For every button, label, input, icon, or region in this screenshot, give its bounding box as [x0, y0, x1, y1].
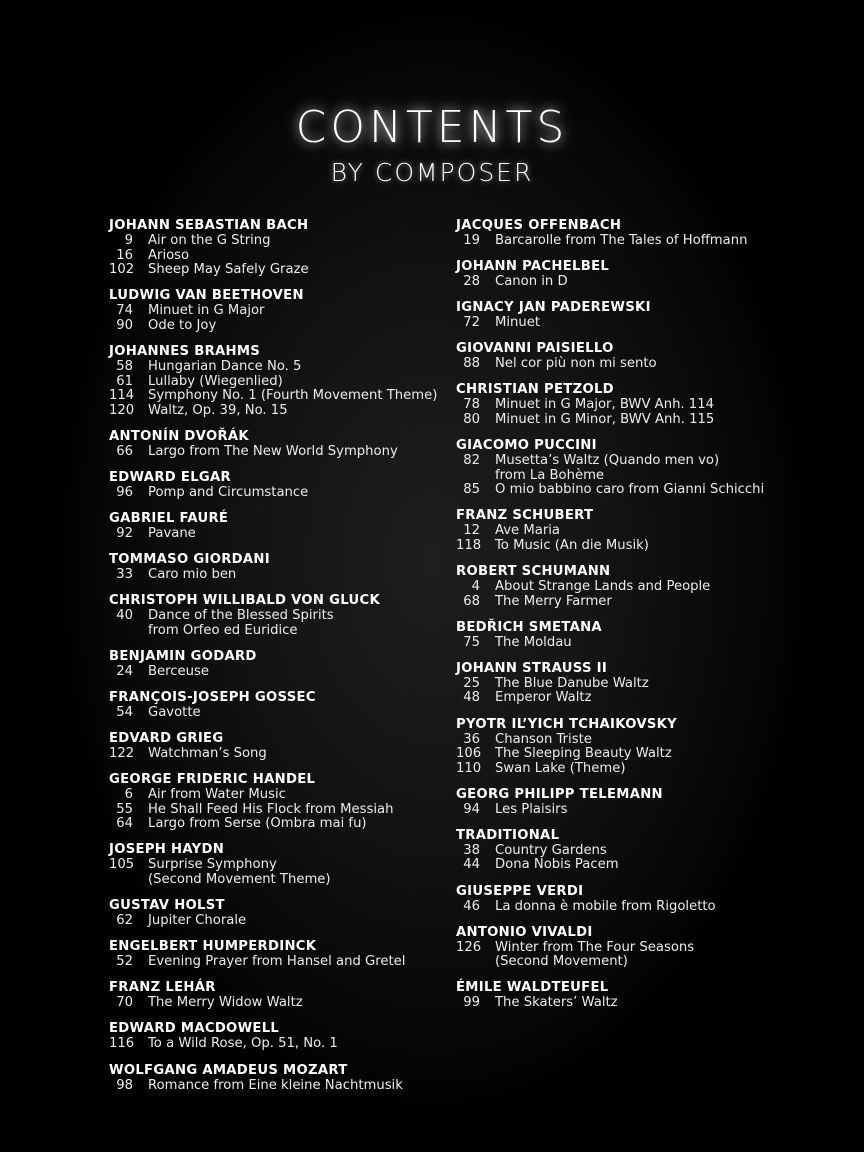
composer-entry: [109, 648, 449, 680]
page-number: 36: [463, 731, 480, 747]
composer-entry: [456, 340, 816, 372]
composer-name: GEORGE FRIDERIC HANDEL: [109, 772, 316, 788]
page-number: 4: [471, 579, 480, 595]
work-title: Chanson Triste: [495, 731, 592, 747]
composer-entry: [456, 217, 816, 249]
page-number: 82: [463, 453, 480, 469]
work-title: About Strange Lands and People: [495, 579, 711, 595]
page-number: 102: [109, 262, 135, 278]
work-row: [109, 1037, 449, 1052]
work-title: Barcarolle from The Tales of Hoffmann: [495, 233, 748, 248]
work-title: Hungarian Dance No. 5: [148, 358, 302, 374]
composer-name: JOSEPH HAYDN: [109, 842, 225, 858]
work-title: Berceuse: [148, 663, 209, 679]
page-number: 74: [116, 303, 133, 319]
page-number: 38: [463, 842, 480, 858]
work-row: [456, 900, 816, 915]
composer-entry: [109, 979, 449, 1011]
work-title: Minuet in G Major, BWV Anh. 114: [495, 397, 714, 413]
page-number: 44: [463, 857, 480, 873]
work-title: Surprise Symphony (Second Movement Theme): [148, 857, 331, 888]
composer-name: BENJAMIN GODARD: [109, 648, 257, 664]
page-number: 19: [463, 233, 480, 248]
page-number: 94: [463, 801, 480, 817]
composer-name: TRADITIONAL: [456, 827, 560, 843]
page-number: 116: [109, 1036, 135, 1052]
work-title: Ave Maria: [495, 523, 560, 539]
work-row: [456, 398, 816, 413]
composer-name: ENGELBERT HUMPERDINCK: [109, 939, 317, 955]
work-title: Winter from The Four Seasons (Second Movement): [495, 939, 695, 970]
page-number: 64: [116, 816, 133, 832]
composer-entry: [456, 619, 816, 651]
composer-name: GUSTAV HOLST: [109, 898, 225, 914]
composer-entry: [109, 938, 449, 970]
work-title: Swan Lake (Theme): [495, 760, 626, 776]
page-number: 78: [463, 397, 480, 413]
work-title: Canon in D: [495, 274, 568, 290]
composer-entry: [456, 786, 816, 818]
work-row: [456, 636, 816, 651]
composer-name: GABRIEL FAURÉ: [109, 511, 229, 527]
composer-entry: [456, 381, 816, 427]
work-row: [456, 762, 816, 777]
work-title: Pomp and Circumstance: [148, 484, 309, 500]
page-number: 105: [109, 857, 135, 873]
composer-name: GIOVANNI PAISIELLO: [456, 341, 614, 357]
work-row: [456, 677, 816, 692]
composer-entry: [456, 563, 816, 609]
work-title: Pavane: [148, 526, 196, 542]
composer-entry: [109, 217, 449, 278]
composer-entry: [109, 469, 449, 501]
composer-entry: [456, 507, 816, 553]
composer-entry: [109, 1062, 449, 1094]
work-row: [109, 955, 449, 970]
page-number: 99: [463, 995, 480, 1011]
composer-name: CHRISTIAN PETZOLD: [456, 382, 614, 398]
composer-entry: [456, 979, 816, 1011]
right-column: [456, 217, 816, 1020]
page-number: 114: [109, 388, 135, 404]
work-row: [109, 527, 449, 542]
page-number: 75: [463, 634, 480, 650]
composer-entry: [109, 1020, 449, 1052]
work-title: Waltz, Op. 39, No. 15: [148, 402, 288, 418]
work-row: [456, 691, 816, 706]
composer-name: PYOTR IL’YICH TCHAIKOVSKY: [456, 716, 678, 732]
work-title: Air from Water Music: [148, 787, 286, 803]
work-row: [109, 609, 449, 638]
composer-entry: [456, 716, 816, 777]
page-number: 80: [463, 411, 480, 427]
page-number: 46: [463, 898, 480, 914]
composer-name: JOHANN SEBASTIAN BACH: [109, 218, 309, 233]
work-title: The Skaters’ Waltz: [495, 995, 618, 1011]
composer-name: ANTONÍN DVOŘÁK: [109, 428, 249, 444]
work-row: [109, 304, 449, 319]
composer-name: GIACOMO PUCCINI: [456, 438, 597, 454]
composer-name: JOHANN PACHELBEL: [456, 259, 610, 275]
composer-entry: [109, 287, 449, 333]
work-row: [109, 249, 449, 264]
composer-name: EDVARD GRIEG: [109, 731, 224, 747]
work-title: Watchman’s Song: [148, 746, 267, 762]
work-row: [109, 375, 449, 390]
work-title: Minuet in G Major: [148, 303, 265, 319]
work-title: Largo from The New World Symphony: [148, 443, 398, 459]
page-number: 33: [116, 567, 133, 583]
page-number: 66: [116, 443, 133, 459]
composer-entry: [456, 883, 816, 915]
page-number: 122: [109, 746, 135, 762]
work-row: [456, 357, 816, 372]
composer-name: ANTONIO VIVALDI: [456, 924, 593, 940]
work-row: [456, 733, 816, 748]
page-number: 92: [116, 526, 133, 542]
work-title: La donna è mobile from Rigoletto: [495, 898, 716, 914]
page-number: 40: [116, 608, 133, 624]
page-number: 62: [116, 913, 133, 929]
composer-name: ROBERT SCHUMANN: [456, 564, 611, 580]
work-title: Dance of the Blessed Spirits from Orfeo ed Euridice: [148, 608, 334, 638]
page-number: 48: [463, 690, 480, 706]
composer-entry: [109, 428, 449, 460]
work-title: Les Plaisirs: [495, 801, 568, 817]
page-number: 24: [116, 663, 133, 679]
composer-entry: [456, 437, 816, 498]
page-number: 98: [116, 1077, 133, 1093]
composer-name: CHRISTOPH WILLIBALD VON GLUCK: [109, 593, 381, 609]
work-row: [456, 844, 816, 859]
page-number: 90: [116, 317, 133, 333]
composer-entry: [109, 689, 449, 721]
work-row: [109, 747, 449, 762]
work-title: Symphony No. 1 (Fourth Movement Theme): [148, 388, 438, 404]
work-row: [456, 996, 816, 1011]
work-row: [456, 747, 816, 762]
page-number: 54: [116, 705, 133, 720]
work-title: Emperor Waltz: [495, 690, 592, 706]
work-title: Minuet in G Minor, BWV Anh. 115: [495, 411, 715, 427]
page-number: 106: [456, 746, 482, 762]
page-number: 9: [124, 233, 133, 248]
work-title: Largo from Serse (Ombra mai fu): [148, 816, 367, 832]
composer-name: WOLFGANG AMADEUS MOZART: [109, 1062, 348, 1078]
composer-entry: [456, 258, 816, 290]
composer-name: BEDŘICH SMETANA: [456, 619, 602, 635]
composer-entry: [109, 343, 449, 418]
work-title: Caro mio ben: [148, 567, 237, 583]
work-title: Sheep May Safely Graze: [148, 262, 309, 278]
work-title: The Merry Farmer: [495, 593, 612, 609]
page-number: 25: [463, 675, 480, 691]
page-number: 85: [463, 482, 480, 498]
page-number: 96: [116, 484, 133, 500]
work-title: O mio babbino caro from Gianni Schicchi: [495, 482, 765, 498]
page-number: 126: [456, 939, 482, 955]
composer-name: GEORG PHILIPP TELEMANN: [456, 786, 663, 802]
work-row: [109, 788, 449, 803]
composer-entry: [456, 924, 816, 970]
work-row: [109, 858, 449, 887]
page-number: 72: [463, 315, 480, 331]
work-row: [109, 263, 449, 278]
work-row: [109, 817, 449, 832]
composer-name: FRANÇOIS-JOSEPH GOSSEC: [109, 690, 316, 705]
work-row: [109, 803, 449, 818]
work-title: Evening Prayer from Hansel and Gretel: [148, 954, 406, 970]
page-number: 118: [456, 537, 482, 553]
composer-name: EDWARD ELGAR: [109, 469, 232, 485]
page-number: 110: [456, 760, 482, 776]
work-title: The Sleeping Beauty Waltz: [495, 746, 672, 762]
composer-entry: [456, 299, 816, 331]
work-row: [456, 941, 816, 970]
composer-entry: [456, 827, 816, 873]
composer-name: JOHANNES BRAHMS: [109, 343, 261, 359]
work-title: Nel cor più non mi sento: [495, 356, 657, 372]
work-title: Air on the G String: [148, 233, 271, 248]
composer-entry: [456, 660, 816, 706]
page-number: 58: [116, 358, 133, 374]
page-number: 61: [116, 373, 133, 389]
composer-name: ÉMILE WALDTEUFEL: [456, 980, 609, 996]
work-row: [109, 360, 449, 375]
work-title: Jupiter Chorale: [148, 913, 247, 929]
work-title: Romance from Eine kleine Nachtmusik: [148, 1077, 403, 1093]
composer-name: JOHANN STRAUSS II: [456, 660, 608, 676]
work-row: [456, 858, 816, 873]
page-number: 120: [109, 402, 135, 418]
work-row: [456, 803, 816, 818]
work-title: The Merry Widow Waltz: [148, 995, 303, 1011]
composer-entry: [109, 730, 449, 762]
work-title: Minuet: [495, 315, 541, 331]
work-title: To a Wild Rose, Op. 51, No. 1: [148, 1036, 338, 1052]
page-number: 12: [463, 523, 480, 539]
work-row: [456, 316, 816, 331]
composer-name: JACQUES OFFENBACH: [456, 218, 622, 233]
work-row: [456, 580, 816, 595]
work-row: [456, 275, 816, 290]
work-row: [456, 413, 816, 428]
work-title: Country Gardens: [495, 842, 607, 858]
work-title: Lullaby (Wiegenlied): [148, 373, 283, 389]
page-number: 68: [463, 593, 480, 609]
page-number: 88: [463, 356, 480, 372]
composer-name: LUDWIG VAN BEETHOVEN: [109, 288, 304, 304]
work-title: He Shall Feed His Flock from Messiah: [148, 801, 394, 817]
work-row: [109, 1079, 449, 1094]
composer-name: FRANZ SCHUBERT: [456, 508, 594, 524]
page-subtitle: BY COMPOSER: [330, 158, 534, 187]
work-row: [456, 454, 816, 483]
work-title: Arioso: [148, 247, 190, 263]
page-number: 55: [116, 801, 133, 817]
work-row: [456, 595, 816, 610]
work-row: [456, 539, 816, 554]
composer-name: IGNACY JAN PADEREWSKI: [456, 300, 651, 316]
work-row: [456, 524, 816, 539]
page-number: 28: [463, 274, 480, 290]
work-row: [109, 706, 449, 721]
work-title: Musetta’s Waltz (Quando men vo) from La Bohème: [495, 453, 720, 483]
work-title: The Blue Danube Waltz: [495, 675, 649, 691]
composer-entry: [109, 510, 449, 542]
composer-entry: [109, 897, 449, 929]
page-number: 16: [116, 247, 133, 263]
work-row: [456, 483, 816, 498]
composer-name: TOMMASO GIORDANI: [109, 552, 270, 568]
page-title: CONTENTS: [295, 102, 569, 153]
composer-entry: [109, 592, 449, 638]
composer-name: FRANZ LEHÁR: [109, 980, 216, 996]
work-row: [109, 319, 449, 334]
work-title: Gavotte: [148, 705, 201, 720]
composer-entry: [109, 771, 449, 832]
composer-name: EDWARD MACDOWELL: [109, 1021, 280, 1037]
work-title: To Music (An die Musik): [495, 537, 649, 553]
work-row: [109, 914, 449, 929]
work-row: [109, 389, 449, 404]
composer-entry: [109, 841, 449, 887]
work-row: [109, 234, 449, 249]
work-title: Dona Nobis Pacem: [495, 857, 619, 873]
composer-name: GIUSEPPE VERDI: [456, 883, 584, 899]
page-number: 70: [116, 995, 133, 1011]
work-row: [109, 665, 449, 680]
work-row: [109, 486, 449, 501]
page-number: 52: [116, 954, 133, 970]
work-title: Ode to Joy: [148, 317, 217, 333]
work-row: [109, 404, 449, 419]
work-title: The Moldau: [495, 634, 572, 650]
work-row: [109, 996, 449, 1011]
work-row: [456, 234, 816, 249]
left-column: [109, 217, 449, 1103]
work-row: [109, 568, 449, 583]
page-number: 6: [124, 787, 133, 803]
composer-entry: [109, 551, 449, 583]
work-row: [109, 445, 449, 460]
